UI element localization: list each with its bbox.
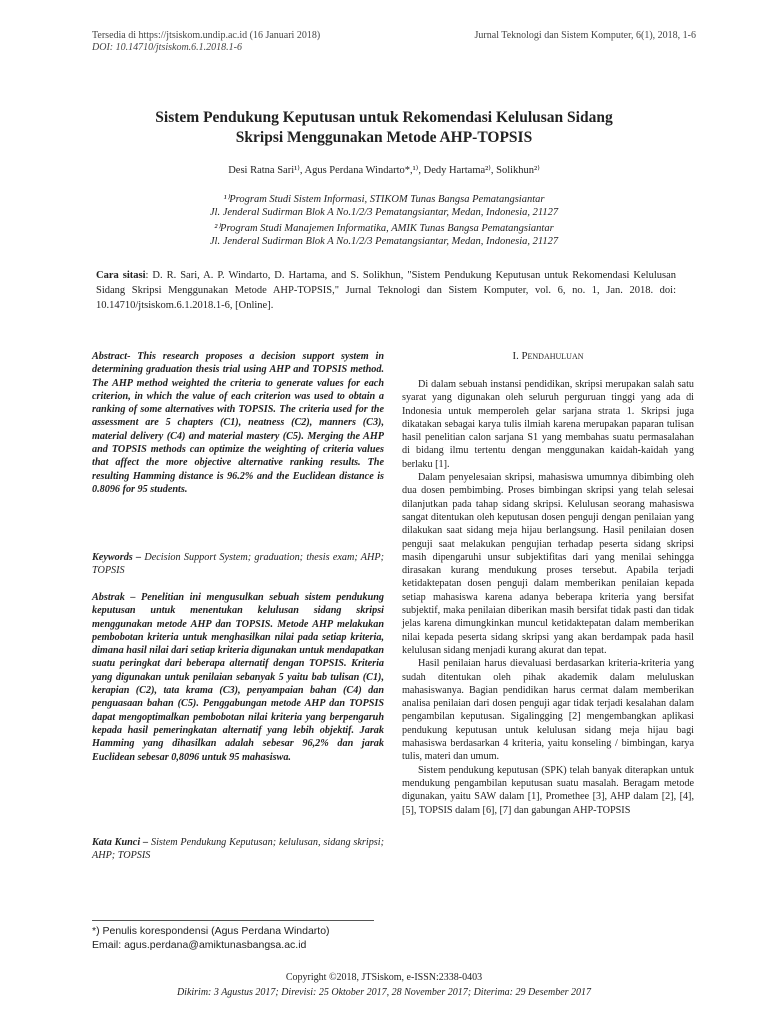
citation-label: Cara sitasi (96, 270, 146, 281)
keywords-en-label: Keywords – (92, 552, 142, 563)
paper-title (90, 108, 678, 148)
affiliation-1: ¹⁾Program Studi Sistem Informasi, STIKOM Tunas Bangsa Pematangsiantar (223, 194, 545, 205)
citation-text: : D. R. Sari, A. P. Windarto, D. Hartama, and S. Solikhun, "Sistem Pendukung Keputusan untuk Rekomendasi Kelulusan Sidang Skripsi Menggunakan Metode AHP-TOPSIS," Jurnal Teknologi dan Sistem Komputer, vol. 6, no. 1, Jan. 2018. doi: 10.14710/jtsiskom.6.1.2018.1-6, [Online]. (96, 270, 677, 311)
abstract-id-label: Abstrak – (92, 592, 136, 603)
abstract-id-text: Penelitian ini mengusulkan sebuah sistem pendukung keputusan untuk menentukan kelulusan sidang skripsi menggunakan metode AHP dan TOPSIS. Metode AHP melakukan pembobotan kriteria untuk menghasilkan nilai pada setiap kriteria, dimana hasil nilai dari setiap kriteria digunakan untuk mendapatkan suatu peringkat dari beberapa alternatif dengan TOPSIS. Kriteria yang digunakan untuk penilaian sebanyak 5 yaitu bab tulisan (C1), kerapian (C2), tata krama (C3), penyampaian bahan (C4) dan penguasaan bahan (C5). Penggabungan metode AHP dan TOPSIS dapat mengoptimalkan pembobotan nilai kriteria yang berpengaruh kepada hasil pemeringkatan alternatif yang lebih objektif. Jarak Hamming yang dihasilkan adalah sebesar 96,2% dan jarak Euclidean sebesar 0,8096 untuk 95 mahasiswa. (92, 592, 384, 763)
affiliation-1-address: Jl. Jenderal Sudirman Blok A No.1/2/3 Pematangsiantar, Medan, Indonesia, 21127 (209, 207, 559, 218)
title-line-2: Skripsi Menggunakan Metode AHP-TOPSIS (235, 129, 533, 146)
keywords-id-text: Sistem Pendukung Keputusan; kelulusan, sidang skripsi; AHP; TOPSIS (92, 837, 384, 862)
footnote-corresponding-author: *) Penulis korespondensi (Agus Perdana Windarto) (92, 925, 330, 937)
author-list: Desi Ratna Sari¹⁾, Agus Perdana Windarto*,¹⁾, Dedy Hartama²⁾, Solikhun²⁾ (228, 165, 540, 176)
affiliation-2: ²⁾Program Studi Manajemen Informatika, AMIK Tunas Bangsa Pematangsiantar (214, 223, 554, 234)
header-availability: Tersedia di https://jtsiskom.undip.ac.id (16 Januari 2018) (92, 30, 321, 41)
section-number: I. (512, 350, 519, 362)
paragraph-1: Di dalam sebuah instansi pendidikan, skripsi merupakan salah satu syarat yang digunakan oleh seluruh perguruan tinggi yang ada di Indonesia untuk memperoleh gelar sarjana strata 1. Skripsi juga dikatakan sebagai karya tulis ilmiah karena merupakan paparan tulisan hasil penelitian calon sarjana S1 yang membahas suatu permasalahan di bidang ilmu tertentu dengan menggunakan kaidah-kaidah yang berlaku [1]. (402, 379, 694, 470)
footnote (92, 924, 330, 952)
abstract-en (92, 350, 384, 496)
footer-copyright: Copyright ©2018, JTSiskom, e-ISSN:2338-0403 (285, 972, 483, 983)
citation-block (96, 268, 676, 313)
section-title: Pendahuluan (521, 350, 584, 362)
introduction-body (402, 378, 694, 817)
footnote-email: Email: agus.perdana@amiktunasbangsa.ac.id (92, 939, 307, 951)
abstract-en-text: This research proposes a decision support system in determining graduation thesis trial using AHP and TOPSIS method. The AHP method weighted the criteria to generate values for each criterion, in which the value of each criterion was used to obtain a ranking of some alternatives with TOPSIS. The criteria used for the assessment are 5 chapters (C1), neatness (C2), manners (C3), material delivery (C4) and material mastery (C5). Merging the AHP and TOPSIS methods can optimize the weighting of criteria values that affect the more objective alternative ranking results. The resulting Hamming distance is 96.2% and the Euclidean distance is 0.8096 for 95 students. (92, 351, 384, 495)
header-doi: DOI: 10.14710/jtsiskom.6.1.2018.1-6 (92, 42, 242, 53)
paragraph-4: Sistem pendukung keputusan (SPK) telah banyak diterapkan untuk mendukung pengambilan keputusan suatu masalah. Beragam metode digunakan, yaitu SAW dalam [1], Promethee [3], AHP dalam [2], [4], [5], TOPSIS dalam [6], [7] dan gabungan AHP-TOPSIS (402, 764, 694, 816)
footnote-divider (92, 920, 374, 921)
keywords-en (92, 551, 384, 578)
paragraph-2: Dalam penyelesaian skripsi, mahasiswa umumnya dibimbing oleh dua dosen pembimbing. Proses bimbingan skripsi yang telah selesai dilanjutkan pada tahap sidang skripsi. Kelulusan seorang mahasiswa sangat ditentukan oleh keputusan dosen penguji dengan penilaian yang dilakukan saat sidang meja hijau berlangsung. Hasil penilaian dosen penguji saat melakukan pengujian terhadap peserta sidang skripsi masih dipengaruhi unsur subjektifitas dari yang menilai sehingga dirasakan kurang mendukung proses tersebut. Apabila terjadi ketidaktepatan dosen penguji dalam memberikan penilaian kepada setiap mahasiswa karena adanya beberapa kriteria yang bersifat subjektif, maka penilaian diberikan masih bersifat tidak pasti dan tidak jelas karena dimungkinkan muncul ketidaktepatan dalam memberikan nilai kepada peserta sidang skripsi yang akan berdampak pada hasil kelulusan sidang menjadi kurang akurat dan tepat. (402, 472, 694, 656)
keywords-en-text: Decision Support System; graduation; thesis exam; AHP; TOPSIS (92, 552, 385, 577)
keywords-id-label: Kata Kunci – (92, 837, 149, 848)
abstract-id (92, 591, 384, 764)
keywords-id (92, 836, 384, 863)
footer-dates: Dikirim: 3 Agustus 2017; Direvisi: 25 Oktober 2017, 28 November 2017; Diterima: 29 Desember 2017 (176, 987, 592, 998)
paragraph-3: Hasil penilaian harus dievaluasi berdasarkan kriteria-kriteria yang sudah ditentukan oleh pihak akademik dalam meluluskan mahasiswanya. Bagian pendidikan harus cermat dalam memberikan analisa penilaian dari dosen penguji agar tidak terjadi kesalahan dalam pengambilan keputusan. Sigalingging [2] mengembangkan aplikasi pendukung keputusan untuk kelulusan sidang meja hijau bagi mahasiswa berdasarkan 4 kriteria, yaitu konseling / bimbingan, karya tulis, materi dan umum. (402, 658, 694, 763)
section-heading (402, 350, 694, 363)
title-line-1: Sistem Pendukung Keputusan untuk Rekomendasi Kelulusan Sidang (155, 109, 613, 126)
header-journal: Jurnal Teknologi dan Sistem Komputer, 6(1), 2018, 1-6 (474, 30, 696, 41)
affiliation-2-address: Jl. Jenderal Sudirman Blok A No.1/2/3 Pematangsiantar, Medan, Indonesia, 21127 (209, 236, 559, 247)
abstract-en-label: Abstract- (92, 351, 131, 362)
